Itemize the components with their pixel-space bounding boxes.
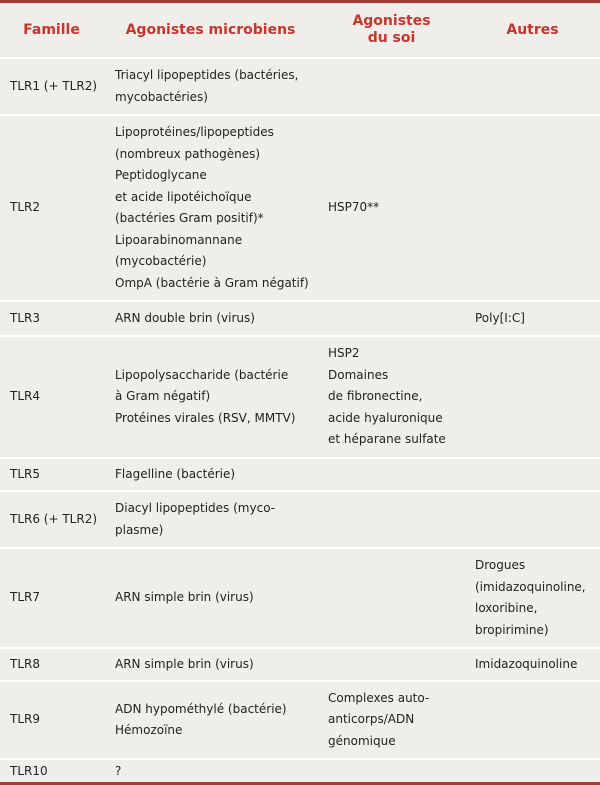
table-row [0, 115, 600, 301]
header-agonistes-du-soi: Agonistes du soi [318, 3, 465, 58]
cell-autres [465, 458, 600, 491]
header-agonistes-microbiens: Agonistes microbiens [103, 3, 318, 58]
cell-microbiens: Lipoprotéines/lipopeptides (nombreux pathogènes) Peptidoglycane et acide lipotéichoïque (bactéries Gram positif)* Lipoarabinomannane (mycobactérie) OmpA (bactérie à Gram négatif) [103, 115, 318, 301]
cell-soi: HSP2 Domaines de fibronectine, acide hyaluronique et héparane sulfate [318, 336, 465, 458]
table-row [0, 336, 600, 458]
cell-famille: TLR4 [0, 336, 103, 458]
cell-autres: Drogues (imidazoquinoline, loxoribine, bropirimine) [465, 548, 600, 648]
table-header-row [0, 3, 600, 58]
cell-soi [318, 548, 465, 648]
table-row [0, 759, 600, 783]
cell-soi [318, 491, 465, 548]
table-row [0, 491, 600, 548]
table-row [0, 681, 600, 759]
cell-autres: Imidazoquinoline [465, 648, 600, 681]
cell-microbiens: Triacyl lipopeptides (bactéries, mycobactéries) [103, 58, 318, 115]
table-row [0, 58, 600, 115]
cell-soi [318, 759, 465, 783]
cell-famille: TLR8 [0, 648, 103, 681]
cell-soi: HSP70** [318, 115, 465, 301]
cell-famille: TLR6 (+ TLR2) [0, 491, 103, 548]
table-row [0, 301, 600, 336]
cell-soi: Complexes auto- anticorps/ADN génomique [318, 681, 465, 759]
cell-soi [318, 58, 465, 115]
table-row [0, 458, 600, 491]
cell-autres [465, 681, 600, 759]
cell-famille: TLR9 [0, 681, 103, 759]
cell-autres [465, 336, 600, 458]
cell-microbiens: ARN simple brin (virus) [103, 548, 318, 648]
cell-microbiens: ARN simple brin (virus) [103, 648, 318, 681]
cell-soi [318, 648, 465, 681]
cell-microbiens: ? [115, 763, 122, 778]
cell-soi [318, 301, 465, 336]
cell-soi [318, 458, 465, 491]
cell-famille: TLR2 [0, 115, 103, 301]
cell-famille: TLR7 [0, 548, 103, 648]
cell-microbiens: Flagelline (bactérie) [103, 458, 318, 491]
tlr-agonists-table [0, 3, 600, 783]
table-row [0, 548, 600, 648]
cell-microbiens: Diacyl lipopeptides (myco- plasme) [103, 491, 318, 548]
header-autres: Autres [465, 3, 600, 58]
cell-autres [465, 58, 600, 115]
table-row [0, 648, 600, 681]
cell-famille: TLR5 [0, 458, 103, 491]
cell-microbiens: ARN double brin (virus) [103, 301, 318, 336]
cell-autres [465, 115, 600, 301]
cell-autres [465, 759, 600, 783]
cell-famille: TLR3 [0, 301, 103, 336]
cell-famille: TLR1 (+ TLR2) [0, 58, 103, 115]
cell-famille: TLR10 [10, 763, 48, 778]
header-famille: Famille [0, 3, 103, 58]
cell-microbiens: Lipopolysaccharide (bactérie à Gram négatif) Protéines virales (RSV, MMTV) [103, 336, 318, 458]
cell-autres: Poly[I:C] [465, 301, 600, 336]
cell-microbiens: ADN hypométhylé (bactérie) Hémozoïne [103, 681, 318, 759]
cell-autres [465, 491, 600, 548]
